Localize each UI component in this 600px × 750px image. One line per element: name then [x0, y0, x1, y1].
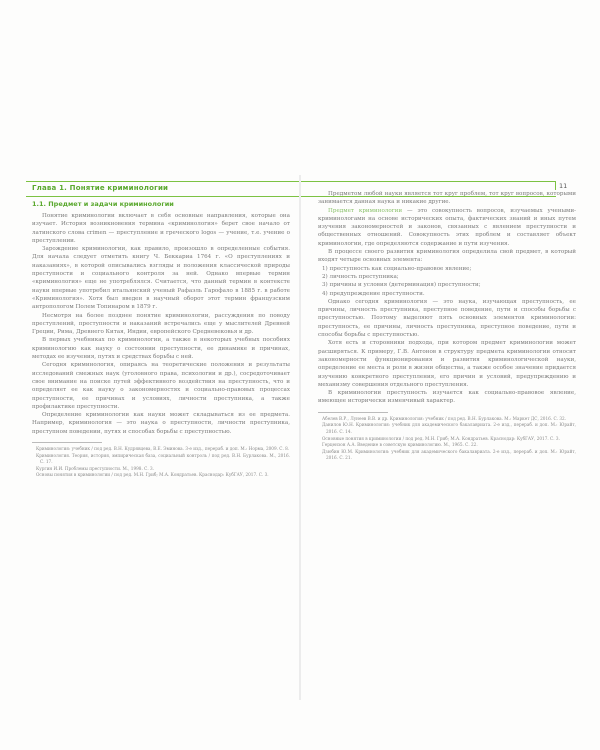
paragraph: В первых учебниках по криминологии, а также в некоторых учебных пособиях криминологию как науку о состоянии преступности, ее динамике и причинах, методах ее изучения, путях и средствах борьбы с ней. [32, 337, 290, 361]
right-page-body [318, 190, 576, 462]
highlight-phrase: Предмет криминологии [328, 207, 403, 214]
page-spine [299, 175, 301, 700]
list-intro: В процессе своего развития криминология определила свой предмет, в который входят четыре основных элемента: [318, 249, 576, 264]
header-rule-top [26, 181, 556, 182]
paragraph: Определение криминологии как науки может складываться из ее предмета. Например, криминология — это наука о преступности, личности преступника, преступном поведении, путях и способах борьбы с преступностью. [32, 412, 290, 435]
footnote-divider [32, 442, 102, 443]
footnote-divider [318, 412, 388, 413]
paragraph: Сегодня криминология, опираясь на теоретические положения и результаты исследований смежных наук (уголовного права, психологии и др.), сосредоточивает свое внимание на поиске путей эффективного воздействия на преступность, что и определяет ее как науку о закономерностях и социально-правовых процессах преступности, ее причинах и условиях, личности преступника, а также профилактике преступности. [32, 362, 290, 410]
list-item: 3) причины и условия (детерминация) преступности; [322, 282, 481, 289]
paragraph: Хотя есть и сторонники подхода, при котором предмет криминологии может расширяться. К примеру, Г.В. Антонов в структуру предмета криминологии относит закономерности функционирования и развития криминологической науки, определение ее места и роли в жизни общества, а также особое значение придается изучению конкретного преступления, его причин и условий, предупреждению и механизму совершения отдельного преступления. [318, 340, 576, 388]
footnote: Криминология. Теория, история, эмпирическая база, социальный контроль / под ред. В.Н. Бурлакова. М., 2016. С. 17. [36, 452, 290, 465]
footnote: Криминология: учебник / под ред. В.Н. Кудрявцева, В.Е. Эминова. 3-е изд., перераб. и доп. М.: Норма, 2009. С. 8. [36, 446, 290, 452]
paragraph: Зарождение криминологии, как правило, произошло в определенные события. Для начала следует отметить книгу Ч. Беккариа 1764 г. «О преступлениях и наказаниях», в которой описывались взгляды и положения классической природы преступности и социального контроля за ней. Однако впервые термин «криминология» еще не употреблялся. Считается, что данный термин в контексте науки впервые употребил итальянский ученый Рафаэль Гарофало в 1885 г. в работе «Криминология». Хотя был введен в научный оборот этот термин французским антропологом Полем Топинаром в 1879 г. [32, 246, 290, 311]
footnote: Абелев В.Р., Лунеев В.В. и др. Криминология: учебник / под ред. В.Н. Бурлакова. М.: Маркет ДС, 2016. С. 32. [322, 415, 566, 421]
left-page-body [32, 212, 290, 479]
list-item: 1) преступность как социально-правовое явление; [322, 265, 472, 272]
paragraph: Понятие криминологии включает в себя основные направления, которые она изучает. История возникновения термина «криминология» берет свое начало от латинского слова crimen — преступление и греческого logos — учение, т.е. учение о преступлении. [32, 213, 290, 244]
list-item: 4) предупреждение преступности. [322, 290, 425, 297]
paragraph-continued: — это совокупность вопросов, изучаемых учеными-криминологами на основе исторических опыта, фактических знаний и иных путем изучения закономерностей и законов, связанных с явлением преступности и общественных отношений. Совокупность этих проблем и составляет объект криминологии, где определяются содержание и пути изучения. [318, 207, 576, 247]
paragraph: Предметом любой науки является тот круг проблем, тот круг вопросов, которыми занимается данная наука и никакие другие. [318, 191, 576, 206]
section-title: 1.1. Предмет и задачи криминологии [32, 200, 174, 208]
footnote: Дзюбин Ю.М. Криминология: учебник для академического бакалавриата. 2-е изд., перераб. и доп. М.: Юрайт, 2016. С. 21. [322, 448, 576, 461]
footnote: Данилов Ю.Н. Криминология: учебник для академического бакалавриата. 2-е изд., перераб. и доп. М.: Юрайт, 2016. С. 14. [322, 422, 576, 434]
paragraph-highlighted [318, 207, 576, 248]
chapter-title: Глава 1. Понятие криминологии [32, 184, 169, 192]
paragraph: В криминологии преступность изучается как социально-правовое явление, имеющее исторически изменчивый характер. [318, 390, 576, 405]
paragraph: Несмотря на более позднее понятие криминологии, рассуждения по поводу преступлений, преступности и наказаний встречались еще у мыслителей Древней Греции, Рима, Древнего Китая, Индии, европейского Средневековья и др. [32, 312, 290, 336]
footnote: Основы понятия в криминологии / под ред. М.Н. Гриб; М.А. Кондратьев. Краснодар: КубГАУ, 2017. С. 3. [36, 472, 269, 478]
footnote: Основные понятия в криминологии / под ред. М.Н. Гриб; М.А. Кондратьев. Краснодар: КубГАУ, 2017. С. 3. [322, 435, 560, 441]
paragraph: Однако сегодня криминология — это наука, изучающая преступность, ее причины, личность преступника, преступное поведение, пути и способы борьбы с преступностью. Поэтому выделяют пять основных элементов криминологии: преступность, ее причины, личность преступника, преступное поведение, пути и способы борьбы с преступностью. [318, 298, 576, 339]
page-number: 11 [555, 182, 570, 190]
list-item: 2) личность преступника; [322, 273, 399, 280]
footnote: Кургин И.И. Проблемы преступности. М., 1998. С. 3. [36, 465, 154, 471]
footnote: Герцензон А.А. Введение в советскую криминологию. М., 1965. С. 22. [322, 442, 478, 448]
